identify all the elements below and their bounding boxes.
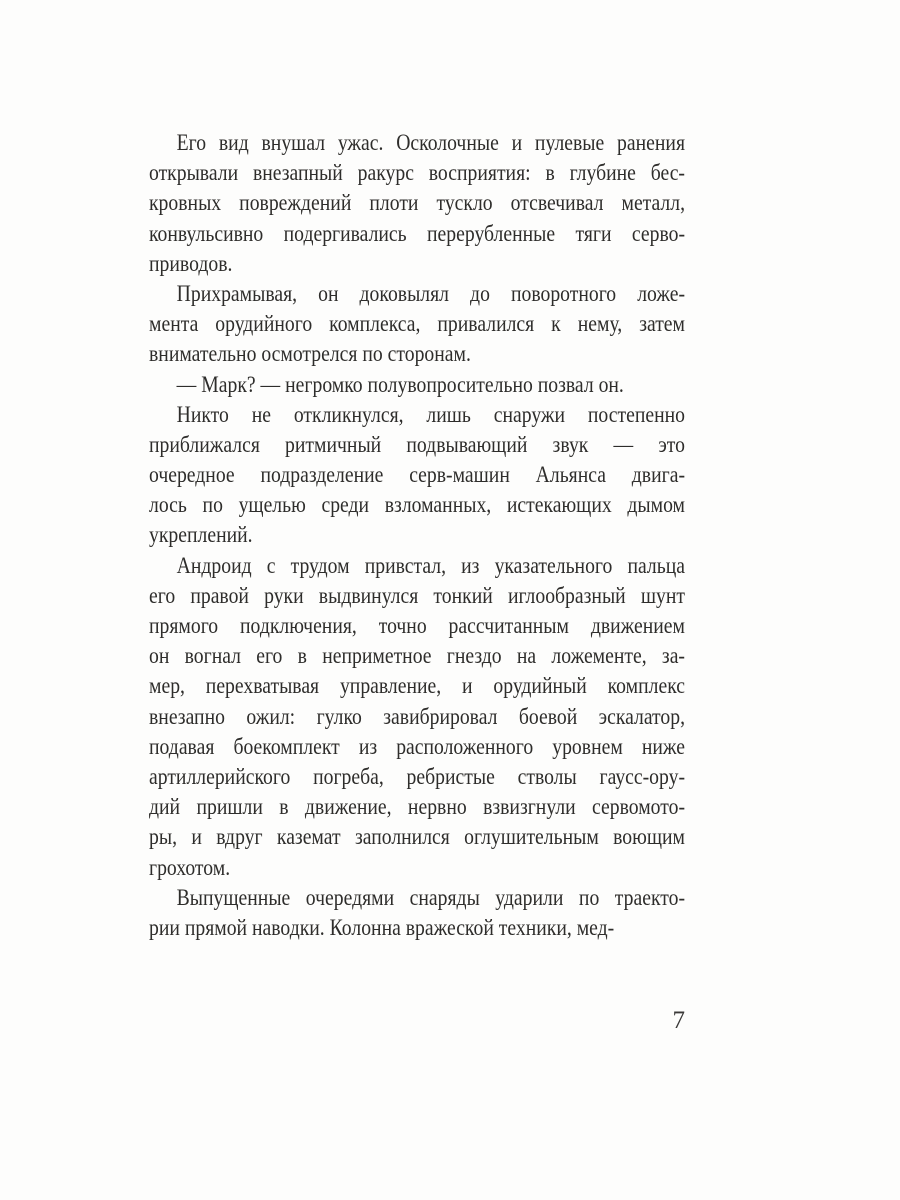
text-line: артиллерийского погреба, ребристые стволы гаусс-ору-	[149, 763, 685, 790]
text-line: дий пришли в движение, нервно взвизгнули сервомото-	[149, 794, 685, 821]
text-line: открывали внезапный ракурс восприятия: в глубине бес-	[149, 160, 685, 187]
text-line: кровных повреждений плоти тускло отсвечивал металл,	[149, 190, 685, 217]
text-line: рии прямой наводки. Колонна вражеской техники, мед-	[149, 914, 615, 941]
text-line: мер, перехватывая управление, и орудийный комплекс	[149, 673, 685, 700]
paragraph-4	[149, 400, 685, 551]
text-line: — Марк? — негромко полувопросительно позвал он.	[176, 371, 624, 398]
text-line: прямого подключения, точно рассчитанным движением	[149, 613, 685, 639]
paragraph-6	[149, 883, 685, 943]
text-line: он вогнал его в неприметное гнездо на ложементе, за-	[149, 643, 685, 670]
paragraph-5	[149, 551, 685, 883]
text-line: подавая боекомплект из расположенного уровнем ниже	[149, 733, 685, 760]
page-text-block	[149, 128, 685, 943]
text-line: приводов.	[149, 250, 233, 277]
text-line: внимательно осмотрелся по сторонам.	[149, 341, 471, 368]
text-line: конвульсивно подергивались перерубленные тяги серво-	[149, 220, 685, 247]
paragraph-1	[149, 128, 685, 279]
text-line: Андроид с трудом привстал, из указательного пальца	[176, 552, 685, 579]
text-line: грохотом.	[149, 854, 231, 881]
text-line: внезапно ожил: гулко завибрировал боевой эскалатор,	[149, 703, 685, 730]
text-line: укреплений.	[149, 522, 253, 549]
page-number: 7	[672, 1007, 685, 1034]
paragraph-2	[149, 279, 685, 370]
text-line: лось по ущелью среди взломанных, истекающих дымом	[149, 492, 685, 519]
paragraph-3	[149, 370, 685, 400]
text-line: приближался ритмичный подвывающий звук — это	[149, 431, 685, 458]
text-line: мента орудийного комплекса, привалился к нему, затем	[149, 311, 685, 338]
text-line: очередное подразделение серв-машин Альянса двига-	[149, 462, 685, 489]
text-line: Никто не откликнулся, лишь снаружи постепенно	[176, 401, 685, 428]
text-line: ры, и вдруг каземат заполнился оглушительным воющим	[149, 824, 685, 851]
text-line: Выпущенные очередями снаряды ударили по траекто-	[176, 884, 685, 911]
text-line: его правой руки выдвинулся тонкий иглообразный шунт	[149, 582, 685, 609]
text-line: Его вид внушал ужас. Осколочные и пулевые ранения	[176, 130, 685, 156]
text-line: Прихрамывая, он доковылял до поворотного ложе-	[176, 280, 685, 307]
